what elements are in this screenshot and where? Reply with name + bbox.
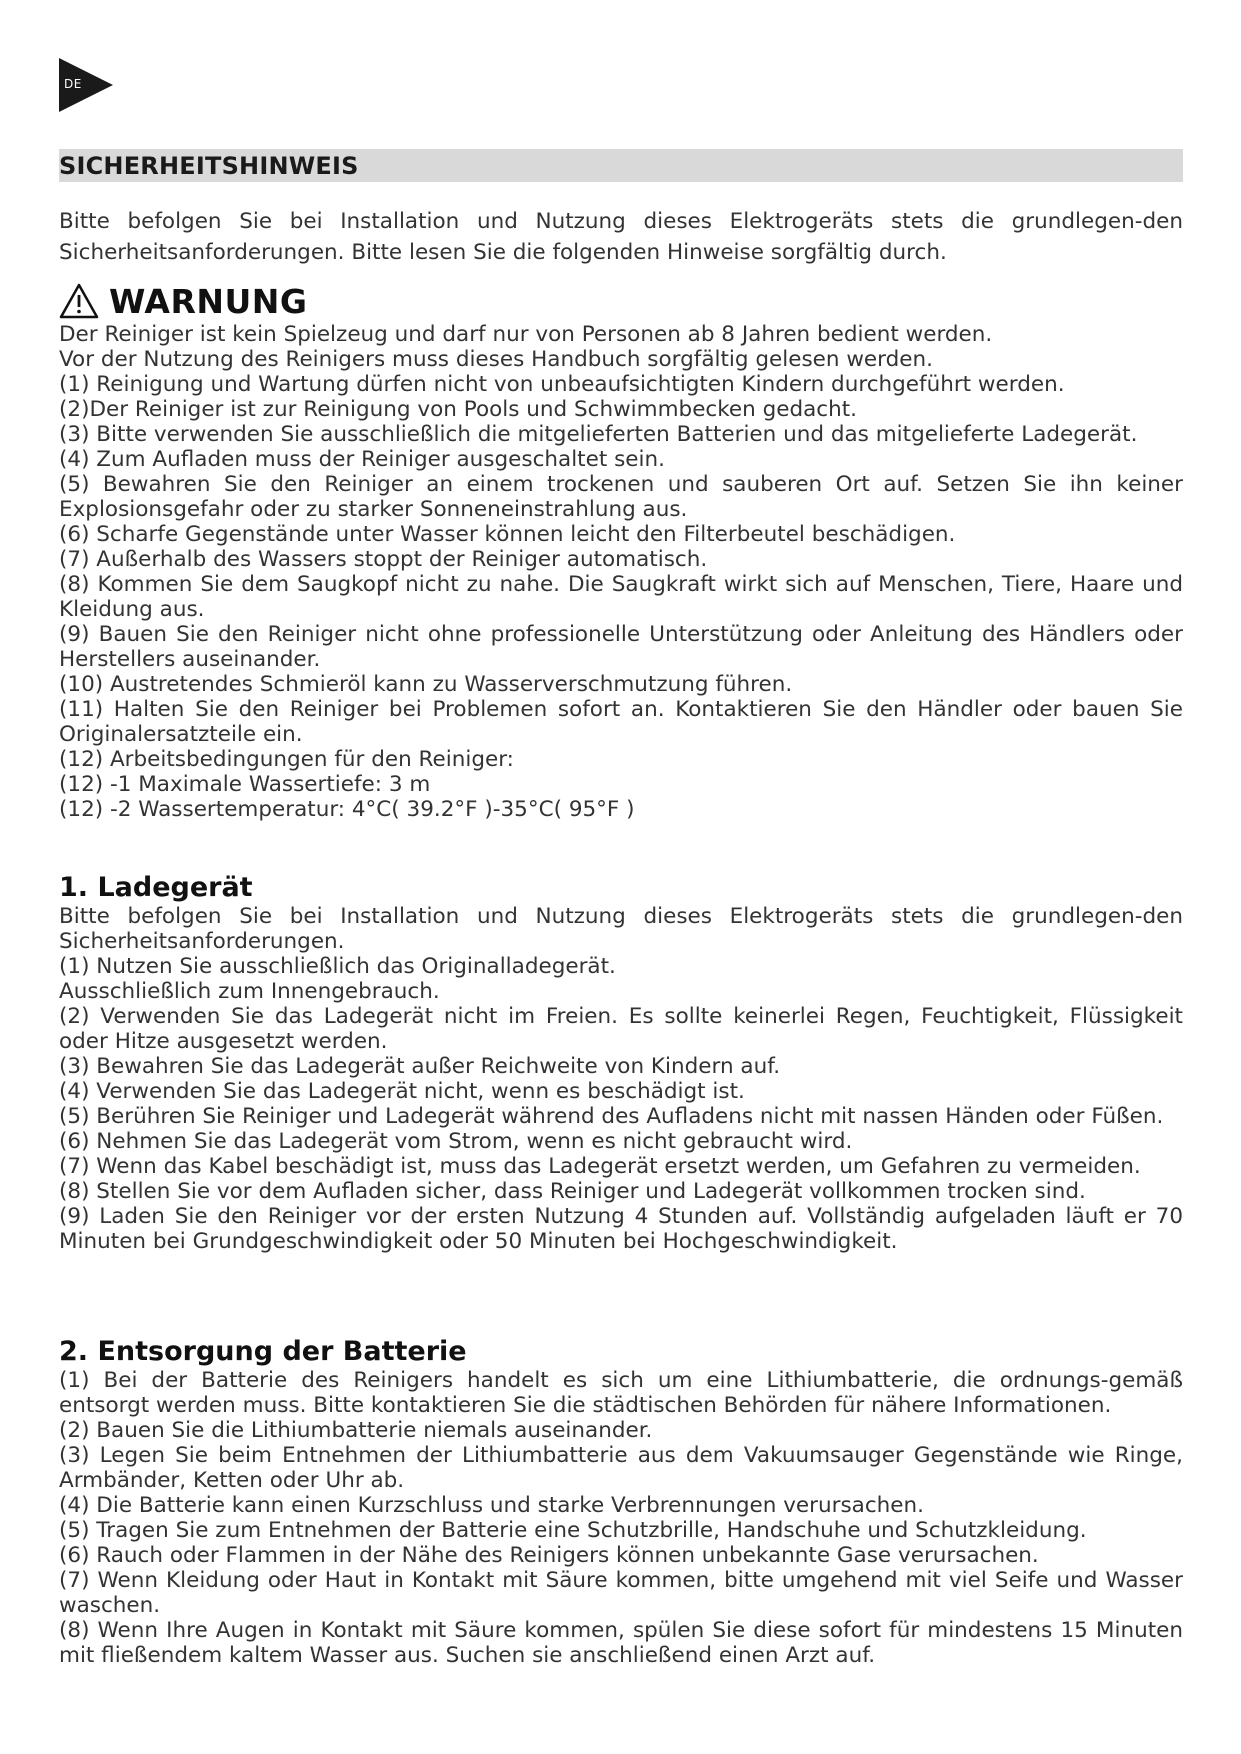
section-2-line: (1) Bei der Batterie des Reinigers handelt es sich um eine Lithiumbatterie, die ordnungs-gemäß entsorgt werden muss. Bitte kontaktieren Sie die städtischen Behörden für nähere Informationen. <box>59 1368 1183 1418</box>
section-1-line: (4) Verwenden Sie das Ladegerät nicht, wenn es beschädigt ist. <box>59 1079 745 1104</box>
warning-line: (12) -2 Wassertemperatur: 4°C( 39.2°F )-35°C( 95°F ) <box>59 797 635 822</box>
warning-line: (6) Scharfe Gegenstände unter Wasser können leicht den Filterbeutel beschädigen. <box>59 522 956 547</box>
warning-line: (4) Zum Aufladen muss der Reiniger ausgeschaltet sein. <box>59 447 665 472</box>
warning-line: (7) Außerhalb des Wassers stoppt der Reiniger automatisch. <box>59 547 708 572</box>
section-2-line: (8) Wenn Ihre Augen in Kontakt mit Säure kommen, spülen Sie diese sofort für mindestens 15 Minuten mit fließendem kaltem Wasser aus. Suchen sie anschließend einen Arzt auf. <box>59 1618 1183 1668</box>
warning-line: (5) Bewahren Sie den Reiniger an einem trockenen und sauberen Ort auf. Setzen Sie ihn keiner Explosionsgefahr oder zu starker Sonneneinstrahlung aus. <box>59 472 1183 522</box>
section-2-list <box>59 1368 1183 1668</box>
warning-line: (2)Der Reiniger ist zur Reinigung von Pools und Schwimmbecken gedacht. <box>59 397 858 422</box>
section-1-line: (3) Bewahren Sie das Ladegerät außer Reichweite von Kindern auf. <box>59 1054 781 1079</box>
section-1-list <box>59 904 1183 1254</box>
section-2-line: (2) Bauen Sie die Lithiumbatterie niemals auseinander. <box>59 1418 653 1443</box>
warning-line: (1) Reinigung und Wartung dürfen nicht von unbeaufsichtigten Kindern durchgeführt werden. <box>59 372 1065 397</box>
section-1-line: Bitte befolgen Sie bei Installation und Nutzung dieses Elektrogeräts stets die grundlegen-den Sicherheitsanforderungen. <box>59 904 1183 954</box>
warning-line: (10) Austretendes Schmieröl kann zu Wasserverschmutzung führen. <box>59 672 793 697</box>
section-1-line: (9) Laden Sie den Reiniger vor der ersten Nutzung 4 Stunden auf. Vollständig aufgeladen läuft er 70 Minuten bei Grundgeschwindigkeit oder 50 Minuten bei Hochgeschwindigkeit. <box>59 1204 1183 1254</box>
section-1-line: (2) Verwenden Sie das Ladegerät nicht im Freien. Es sollte keinerlei Regen, Feuchtigkeit, Flüssigkeit oder Hitze ausgesetzt werden. <box>59 1004 1183 1054</box>
section-1-line: (5) Berühren Sie Reiniger und Ladegerät während des Aufladens nicht mit nassen Händen oder Füßen. <box>59 1104 1164 1129</box>
warning-line: (8) Kommen Sie dem Saugkopf nicht zu nahe. Die Saugkraft wirkt sich auf Menschen, Tiere, Haare und Kleidung aus. <box>59 572 1183 622</box>
warning-triangle-icon <box>59 283 99 319</box>
section-1-line: (6) Nehmen Sie das Ladegerät vom Strom, wenn es nicht gebraucht wird. <box>59 1129 853 1154</box>
section-2-title: 2. Entsorgung der Batterie <box>59 1336 467 1367</box>
section-title: SICHERHEITSHINWEIS <box>59 152 359 180</box>
warning-line: (11) Halten Sie den Reiniger bei Problemen sofort an. Kontaktieren Sie den Händler oder bauen Sie Originalersatzteile ein. <box>59 697 1183 747</box>
warning-list <box>59 322 1183 822</box>
section-1-line: Ausschließlich zum Innengebrauch. <box>59 979 440 1004</box>
section-1-line: (1) Nutzen Sie ausschließlich das Originalladegerät. <box>59 954 616 979</box>
section-1-line: (8) Stellen Sie vor dem Aufladen sicher, dass Reiniger und Ladegerät vollkommen trocken sind. <box>59 1179 1086 1204</box>
warning-line: (12) -1 Maximale Wassertiefe: 3 m <box>59 772 431 797</box>
warning-heading <box>59 281 308 321</box>
section-1-line: (7) Wenn das Kabel beschädigt ist, muss das Ladegerät ersetzt werden, um Gefahren zu vermeiden. <box>59 1154 1141 1179</box>
warning-line: Vor der Nutzung des Reinigers muss dieses Handbuch sorgfältig gelesen werden. <box>59 347 933 372</box>
warning-title: WARNUNG <box>109 281 308 321</box>
warning-line: (3) Bitte verwenden Sie ausschließlich die mitgelieferten Batterien und das mitgelieferte Ladegerät. <box>59 422 1138 447</box>
warning-line: (9) Bauen Sie den Reiniger nicht ohne professionelle Unterstützung oder Anleitung des Händlers oder Herstellers auseinander. <box>59 622 1183 672</box>
section-header-bar <box>59 149 1183 182</box>
section-2-line: (4) Die Batterie kann einen Kurzschluss und starke Verbrennungen verursachen. <box>59 1493 924 1518</box>
section-2-line: (7) Wenn Kleidung oder Haut in Kontakt mit Säure kommen, bitte umgehend mit viel Seife und Wasser waschen. <box>59 1568 1183 1618</box>
language-label: DE <box>64 77 82 91</box>
section-2-line: (6) Rauch oder Flammen in der Nähe des Reinigers können unbekannte Gase verursachen. <box>59 1543 1039 1568</box>
section-2-line: (5) Tragen Sie zum Entnehmen der Batterie eine Schutzbrille, Handschuhe und Schutzkleidung. <box>59 1518 1087 1543</box>
section-2-line: (3) Legen Sie beim Entnehmen der Lithiumbatterie aus dem Vakuumsauger Gegenstände wie Ringe, Armbänder, Ketten oder Uhr ab. <box>59 1443 1183 1493</box>
section-1-title: 1. Ladegerät <box>59 872 253 903</box>
warning-line: Der Reiniger ist kein Spielzeug und darf nur von Personen ab 8 Jahren bedient werden. <box>59 322 993 347</box>
intro-paragraph: Bitte befolgen Sie bei Installation und Nutzung dieses Elektrogeräts stets die grundlegen-den Sicherheitsanforderungen. Bitte lesen Sie die folgenden Hinweise sorgfältig durch. <box>59 209 1183 265</box>
warning-line: (12) Arbeitsbedingungen für den Reiniger: <box>59 747 514 772</box>
